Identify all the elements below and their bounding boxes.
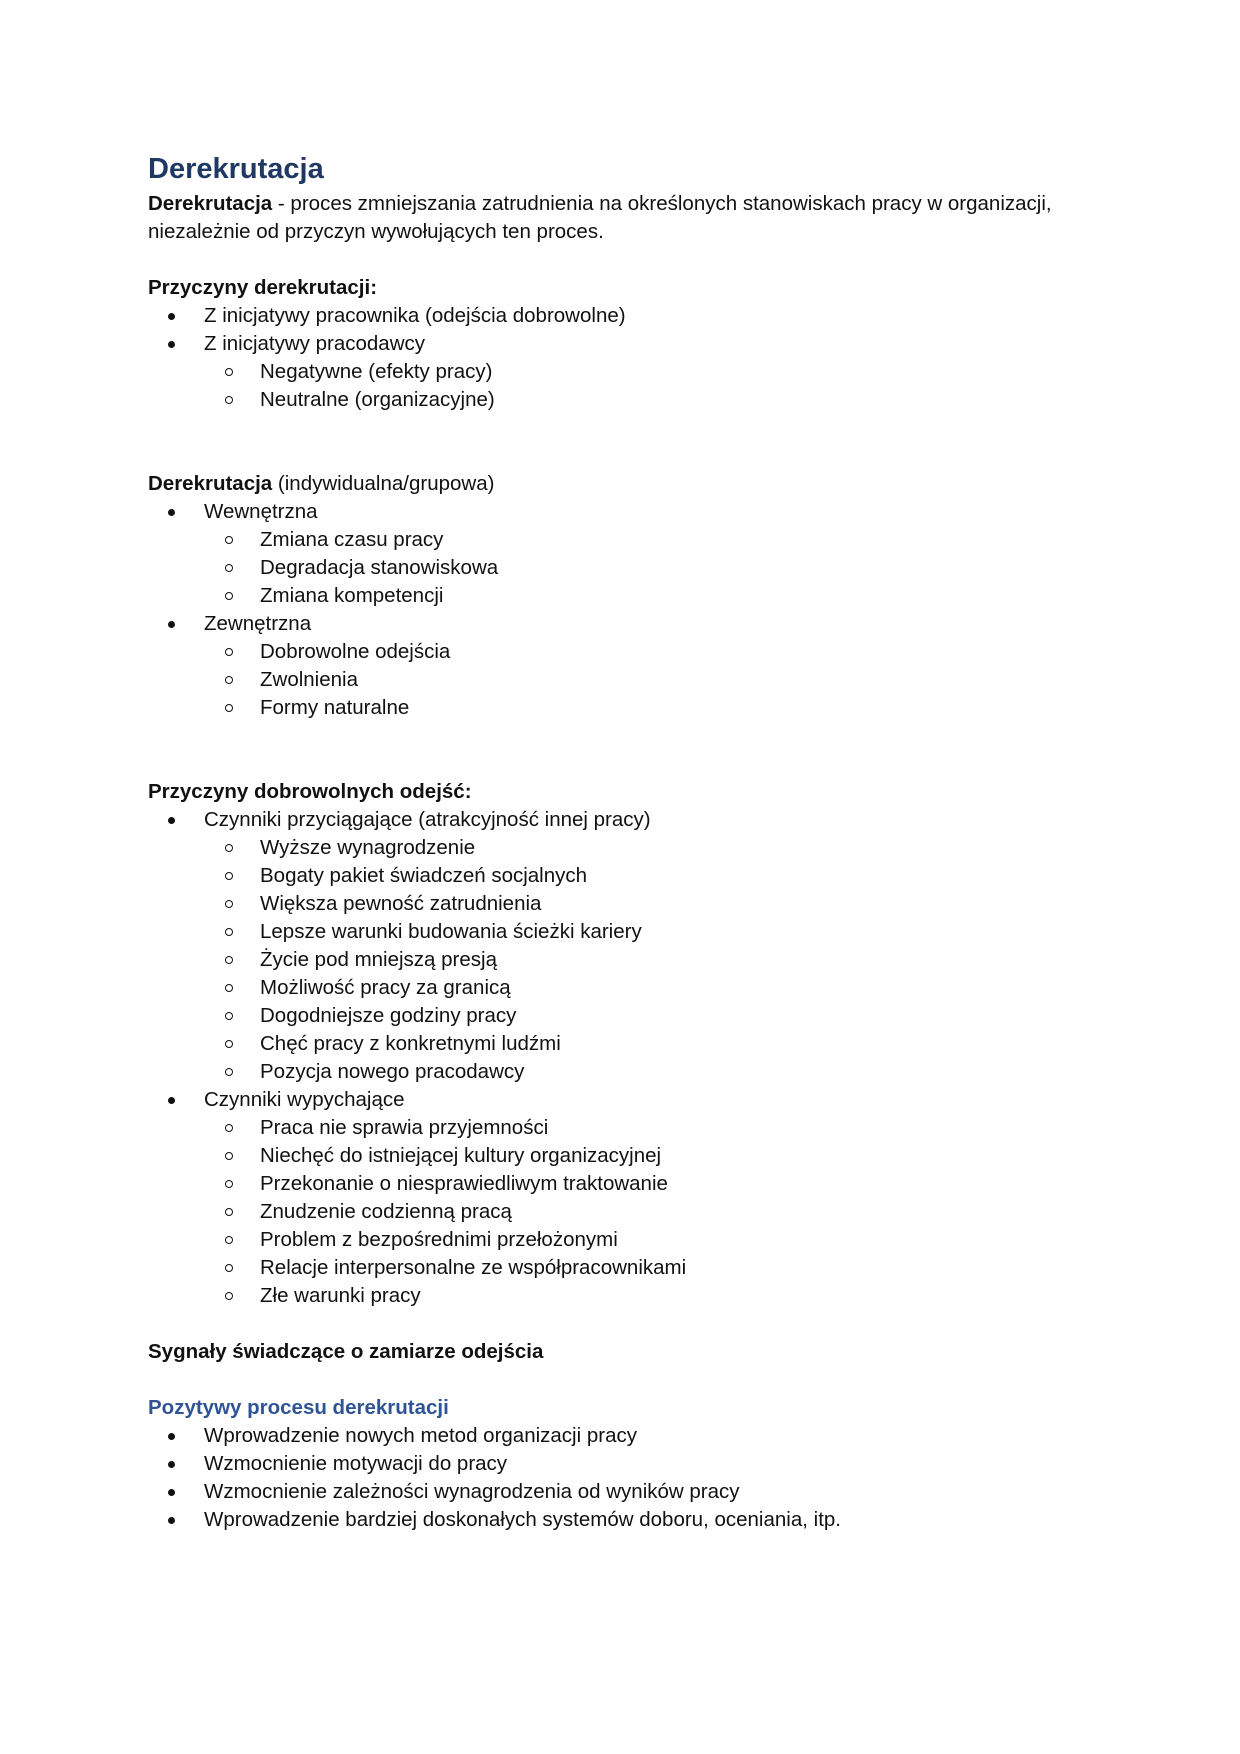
list-item: Zewnętrzna [148, 610, 1088, 638]
document-content [148, 148, 1088, 1534]
sub-list-item: Dogodniejsze godziny pracy [148, 1002, 1088, 1030]
sub-list-item: Chęć pracy z konkretnymi ludźmi [148, 1030, 1088, 1058]
sub-list-item: Formy naturalne [148, 694, 1088, 722]
circle-bullet-icon [225, 900, 233, 908]
bullet-icon [168, 817, 175, 824]
sub-list-item: Znudzenie codzienną pracą [148, 1198, 1088, 1226]
bullet-icon [168, 341, 175, 348]
spacer [148, 246, 1088, 274]
positives-heading: Pozytywy procesu derekrutacji [148, 1396, 449, 1419]
circle-bullet-icon [225, 928, 233, 936]
circle-bullet-icon [225, 1040, 233, 1048]
sub-list-item: Lepsze warunki budowania ścieżki kariery [148, 918, 1088, 946]
sub-list-item: Zmiana czasu pracy [148, 526, 1088, 554]
sub-list-item: Złe warunki pracy [148, 1282, 1088, 1310]
sub-list-item: Neutralne (organizacyjne) [148, 386, 1088, 414]
sub-list-item: Zwolnienia [148, 666, 1088, 694]
circle-bullet-icon [225, 396, 233, 404]
bullet-icon [168, 509, 175, 516]
circle-bullet-icon [225, 536, 233, 544]
list-item: Czynniki wypychające [148, 1086, 1088, 1114]
sub-list-item: Relacje interpersonalne ze współpracownikami [148, 1254, 1088, 1282]
bullet-icon [168, 1489, 175, 1496]
circle-bullet-icon [225, 1180, 233, 1188]
spacer [148, 414, 1088, 442]
spacer [148, 1366, 1088, 1394]
bullet-icon [168, 313, 175, 320]
bullet-icon [168, 1097, 175, 1104]
circle-bullet-icon [225, 592, 233, 600]
sub-list-item: Pozycja nowego pracodawcy [148, 1058, 1088, 1086]
sub-list-item: Życie pod mniejszą presją [148, 946, 1088, 974]
sub-list-item: Wyższe wynagrodzenie [148, 834, 1088, 862]
sub-list-item: Niechęć do istniejącej kultury organizacyjnej [148, 1142, 1088, 1170]
circle-bullet-icon [225, 564, 233, 572]
definition-term: Derekrutacja [148, 192, 273, 215]
list-item: Wewnętrzna [148, 498, 1088, 526]
page-title: Derekrutacja [148, 153, 324, 185]
circle-bullet-icon [225, 956, 233, 964]
circle-bullet-icon [225, 844, 233, 852]
circle-bullet-icon [225, 1208, 233, 1216]
spacer [148, 750, 1088, 778]
list-item: Z inicjatywy pracownika (odejścia dobrowolne) [148, 302, 1088, 330]
circle-bullet-icon [225, 704, 233, 712]
bullet-icon [168, 1433, 175, 1440]
sub-list-item: Praca nie sprawia przyjemności [148, 1114, 1088, 1142]
causes-heading: Przyczyny derekrutacji: [148, 276, 378, 299]
sub-list-item: Zmiana kompetencji [148, 582, 1088, 610]
bullet-icon [168, 621, 175, 628]
sub-list-item: Degradacja stanowiskowa [148, 554, 1088, 582]
definition-line-1 [148, 190, 1088, 218]
circle-bullet-icon [225, 1292, 233, 1300]
list-item: Z inicjatywy pracodawcy [148, 330, 1088, 358]
circle-bullet-icon [225, 1124, 233, 1132]
spacer [148, 442, 1088, 470]
definition-text-1: - proces zmniejszania zatrudnienia na określonych stanowiskach pracy w organizacji, [272, 192, 1052, 215]
list-item: Wzmocnienie zależności wynagrodzenia od wyników pracy [148, 1478, 1088, 1506]
sub-list-item: Dobrowolne odejścia [148, 638, 1088, 666]
circle-bullet-icon [225, 984, 233, 992]
bullet-icon [168, 1461, 175, 1468]
circle-bullet-icon [225, 368, 233, 376]
definition-line-2: niezależnie od przyczyn wywołujących ten proces. [148, 220, 604, 243]
sub-list-item: Problem z bezpośrednimi przełożonymi [148, 1226, 1088, 1254]
list-item: Wprowadzenie bardziej doskonałych systemów doboru, oceniania, itp. [148, 1506, 1088, 1534]
list-item: Wprowadzenie nowych metod organizacji pracy [148, 1422, 1088, 1450]
sub-list-item: Większa pewność zatrudnienia [148, 890, 1088, 918]
signals-heading: Sygnały świadczące o zamiarze odejścia [148, 1340, 544, 1363]
spacer [148, 1310, 1088, 1338]
voluntary-heading: Przyczyny dobrowolnych odejść: [148, 780, 472, 803]
circle-bullet-icon [225, 648, 233, 656]
list-item: Wzmocnienie motywacji do pracy [148, 1450, 1088, 1478]
sub-list-item: Przekonanie o niesprawiedliwym traktowanie [148, 1170, 1088, 1198]
spacer [148, 722, 1088, 750]
sub-list-item: Bogaty pakiet świadczeń socjalnych [148, 862, 1088, 890]
sub-list-item: Możliwość pracy za granicą [148, 974, 1088, 1002]
types-heading: Derekrutacja (indywidualna/grupowa) [148, 472, 495, 495]
circle-bullet-icon [225, 1068, 233, 1076]
sub-list-item: Negatywne (efekty pracy) [148, 358, 1088, 386]
circle-bullet-icon [225, 1012, 233, 1020]
bullet-icon [168, 1517, 175, 1524]
list-item: Czynniki przyciągające (atrakcyjność innej pracy) [148, 806, 1088, 834]
circle-bullet-icon [225, 1152, 233, 1160]
circle-bullet-icon [225, 1264, 233, 1272]
circle-bullet-icon [225, 1236, 233, 1244]
circle-bullet-icon [225, 676, 233, 684]
circle-bullet-icon [225, 872, 233, 880]
